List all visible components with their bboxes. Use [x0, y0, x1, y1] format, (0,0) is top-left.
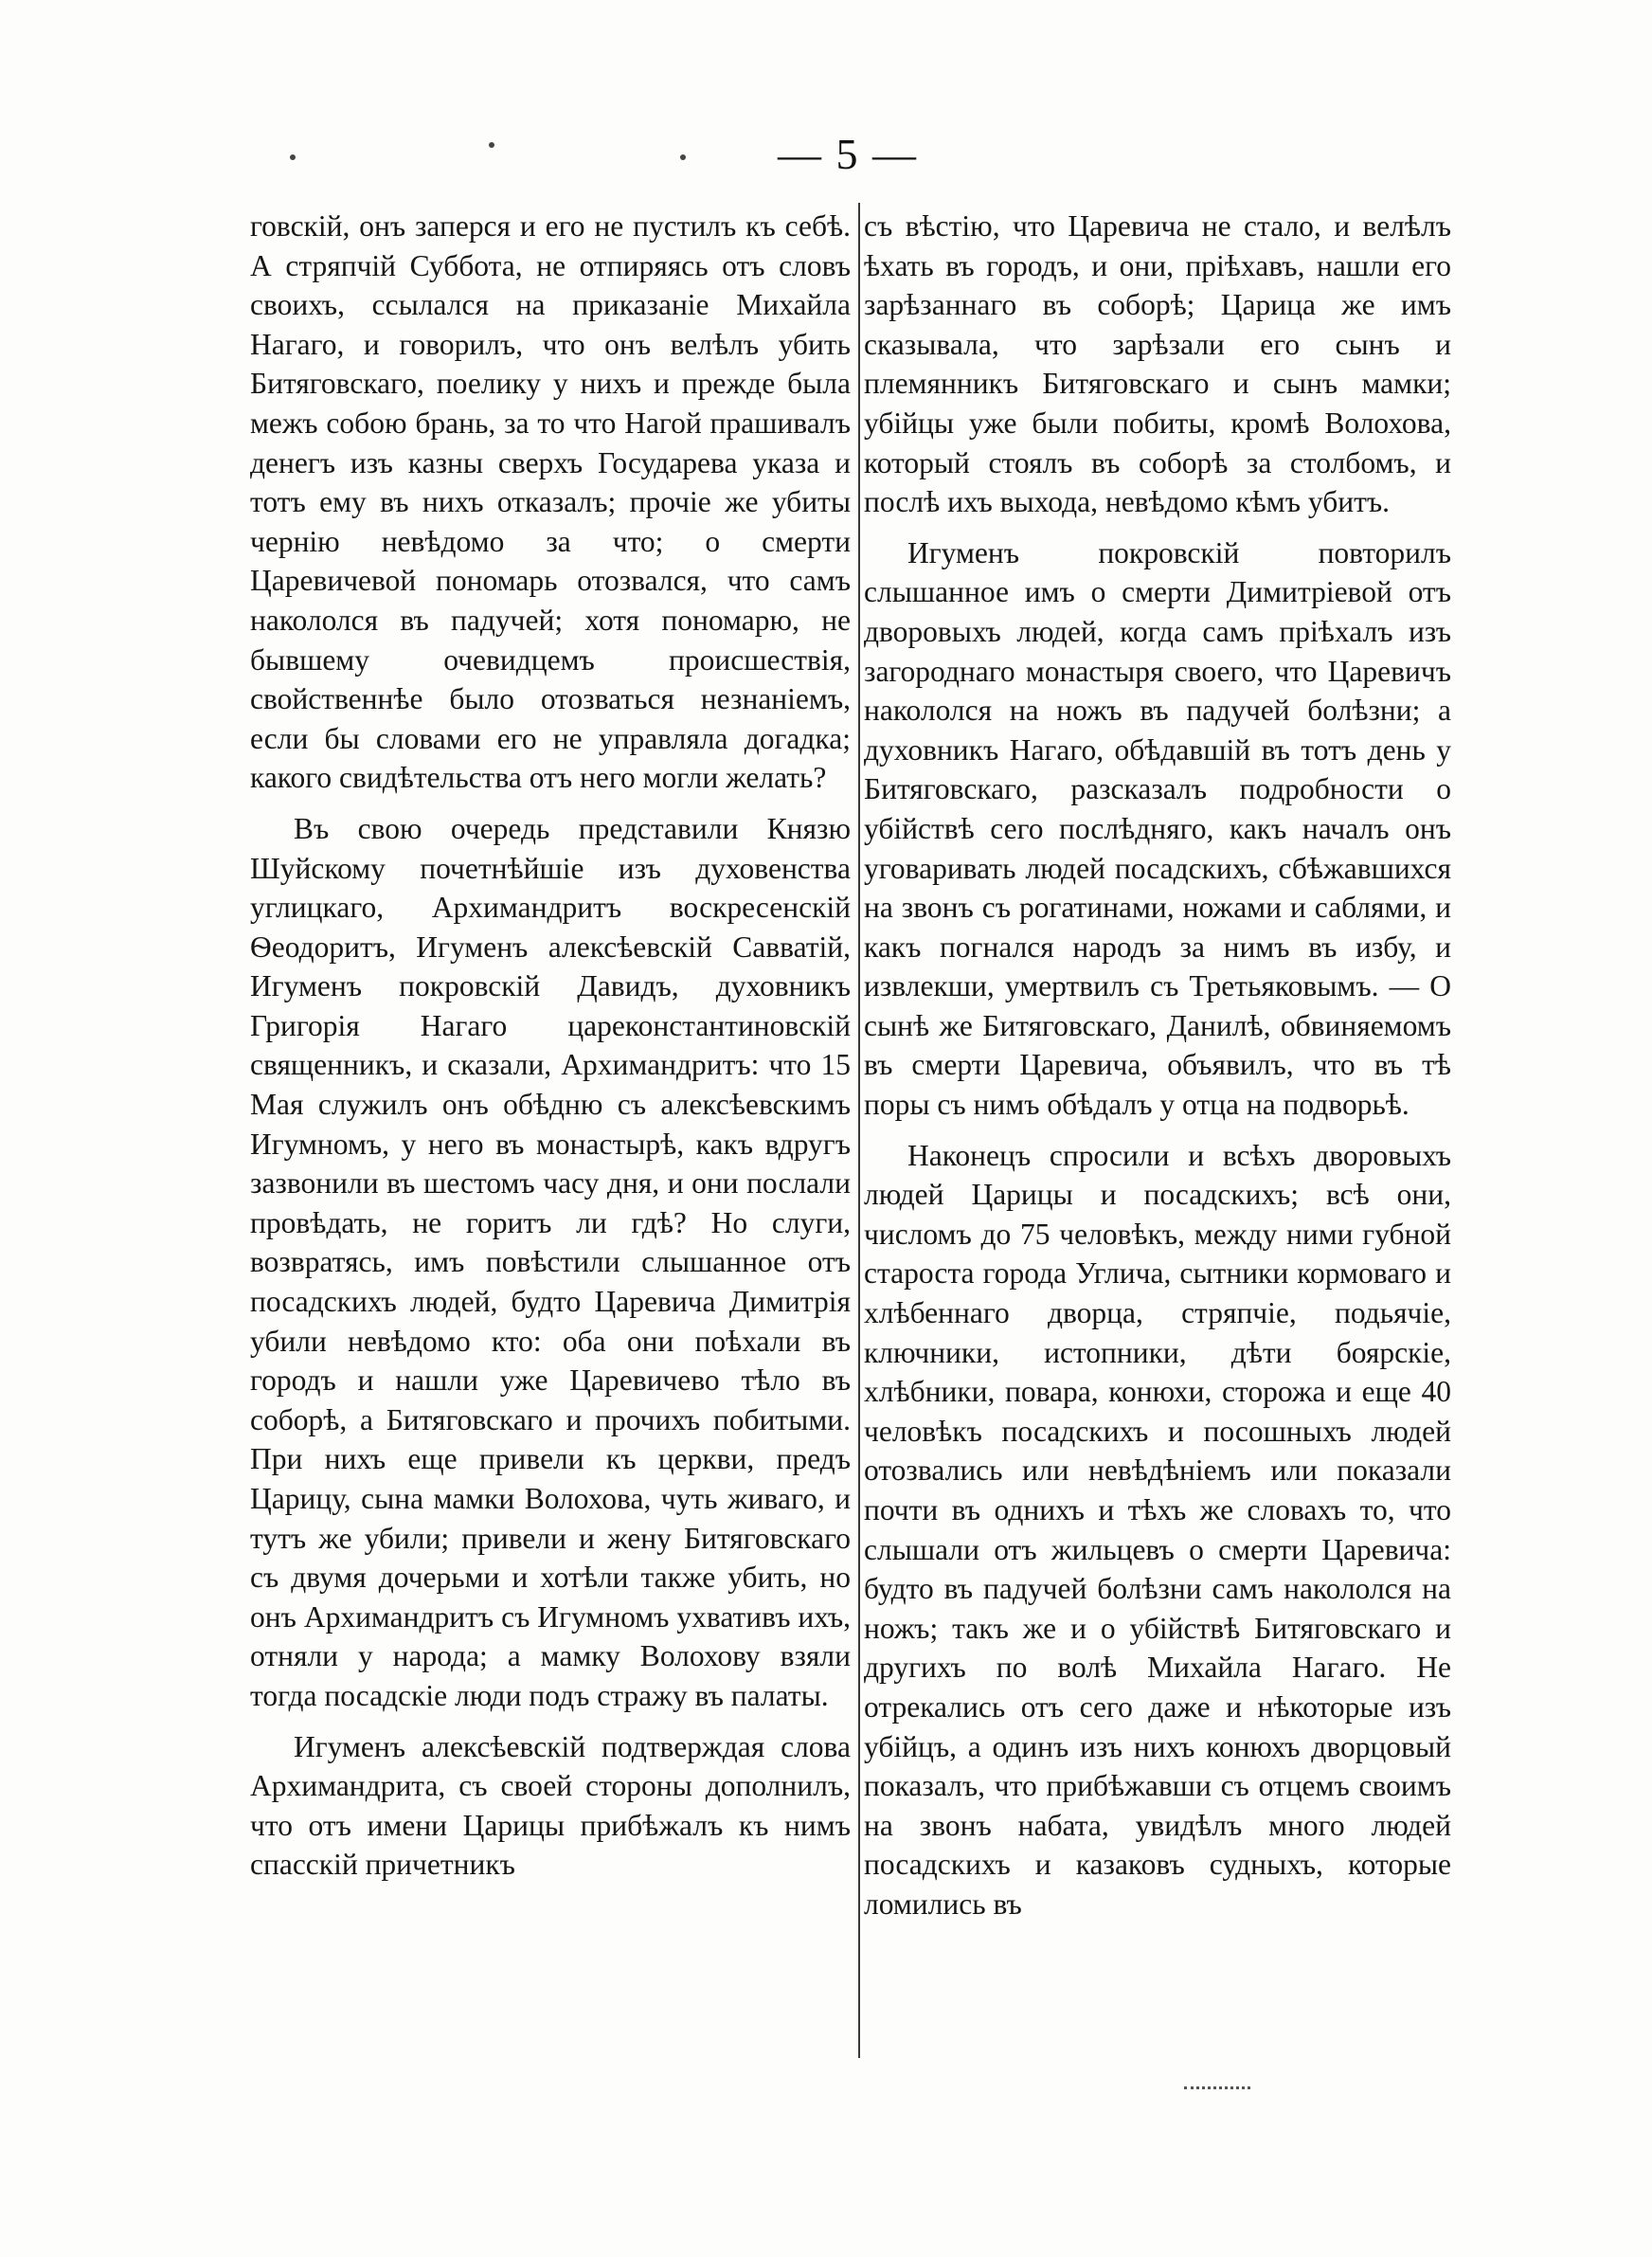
left-paragraph-3: Игуменъ алексѣевскій подтверждая слова Архимандрита, съ своей стороны дополнилъ, что отъ имени Царицы прибѣжалъ къ нимъ спасскій причетникъ — [250, 1729, 851, 1882]
print-speck — [680, 154, 686, 160]
column-divider — [858, 203, 860, 2058]
print-speck — [290, 154, 296, 160]
right-paragraph-1: съ вѣстію, что Царевича не стало, и велѣлъ ѣхать въ городъ, и они, пріѣхавъ, нашли его зарѣзаннаго въ соборѣ; Царица же имъ сказывала, что зарѣзали его сынъ и племянникъ Битяговскаго и сынъ мамки; убійцы уже были побиты, кромѣ Волохова, который стоялъ въ соборѣ за столбомъ, и послѣ ихъ выхода, невѣдомо кѣмъ убитъ. — [864, 209, 1451, 519]
print-speck — [489, 142, 494, 148]
left-paragraph-2: Въ свою очередь представили Князю Шуйскому почетнѣйшіе изъ духовенства углицкаго, Архимандритъ воскресенскій Ѳеодоритъ, Игуменъ алексѣевскій Савватій, Игуменъ покровскій Давидъ, духовникъ Григорія Нагаго цареконстантиновскій священникъ, и сказали, Архимандритъ: что 15 Мая служилъ онъ обѣдню съ алексѣевскимъ Игумномъ, у него въ монастырѣ, какъ вдругъ зазвонили въ шестомъ часу дня, и они послали провѣдать, не горитъ ли гдѣ? Но слуги, возвратясь, имъ повѣстили слышанное отъ посадскихъ людей, будто Царевича Димитрія убили невѣдомо кто: оба они поѣхали въ городъ и нашли уже Царевичево тѣло въ соборѣ, а Битяговскаго и прочихъ побитыми. При нихъ еще привели къ церкви, предъ Царицу, сына мамки Волохова, чуть живаго, и тутъ же убили; привели и жену Битяговскаго съ двумя дочерьми и хотѣли также убить, но онъ Архимандритъ съ Игумномъ ухвативъ ихъ, отняли у народа; а мамку Волохову взяли тогда посадскіе люди подъ стражу въ палаты. — [250, 811, 851, 1712]
print-marks — [1184, 2086, 1250, 2093]
right-paragraph-3: Наконецъ спросили и всѣхъ дворовыхъ людей Царицы и посадскихъ; всѣ они, числомъ до 75 человѣкъ, между ними губной староста города Углича, сытники кормоваго и хлѣбеннаго дворца, стряпчіе, подьячіе, ключники, истопники, дѣти боярскіе, хлѣбники, повара, конюхи, сторожа и еще 40 человѣкъ посадскихъ и посошныхъ людей отозвались или невѣдѣніемъ или показали почти въ однихъ и тѣхъ же словахъ то, что слышали отъ жильцевъ о смерти Царевича: будто въ падучей болѣзни самъ накололся на ножъ; такъ же и о убійствѣ Битяговскаго и другихъ по волѣ Михайла Нагаго. Не отрекались отъ сего даже и нѣкоторые изъ убійцъ, а одинъ изъ нихъ конюхъ дворцовый показалъ, что прибѣжавши съ отцемъ своимъ на звонъ набата, увидѣлъ много людей посадскихъ и казаковъ судныхъ, которые ломились въ — [864, 1138, 1451, 1921]
right-column — [864, 207, 1451, 1924]
right-paragraph-2: Игуменъ покровскій повторилъ слышанное имъ о смерти Димитріевой отъ дворовыхъ людей, когда самъ пріѣхалъ изъ загороднаго монастыря своего, что Царевичъ накололся на ножъ въ падучей болѣзни; а духовникъ Нагаго, обѣдавшій въ тотъ день у Битяговскаго, разсказалъ подробности о убійствѣ сего послѣдняго, какъ началъ онъ уговаривать людей посадскихъ, сбѣжавшихся на звонъ съ рогатинами, ножами и саблями, и какъ погнался народъ за нимъ въ избу, и извлекши, умертвилъ съ Третьяковымъ. — О сынѣ же Битяговскаго, Данилѣ, обвиняемомъ въ смерти Царевича, объявилъ, что въ тѣ поры съ нимъ обѣдалъ у отца на подворьѣ. — [864, 535, 1451, 1122]
left-paragraph-1: говскій, онъ заперся и его не пустилъ къ себѣ. А стряпчій Суббота, не отпиряясь отъ словъ своихъ, ссылался на приказаніе Михайла Нагаго, и говорилъ, что онъ велѣлъ убить Битяговскаго, поелику у нихъ и прежде была межъ собою брань, за то что Нагой прашивалъ денегъ изъ казны сверхъ Государева указа и тотъ ему въ нихъ отказалъ; прочіе же убиты чернію невѣдомо за что; о смерти Царевичевой пономарь отозвался, что самъ накололся въ падучей; хотя пономарю, не бывшему очевидцемъ происшествія, свойственнѣе было отозваться незнаніемъ, если бы словами его не управляла догадка; какого свидѣтельства отъ него могли желать? — [250, 209, 851, 795]
left-column — [250, 207, 851, 1885]
page-number: — 5 — — [778, 130, 918, 178]
